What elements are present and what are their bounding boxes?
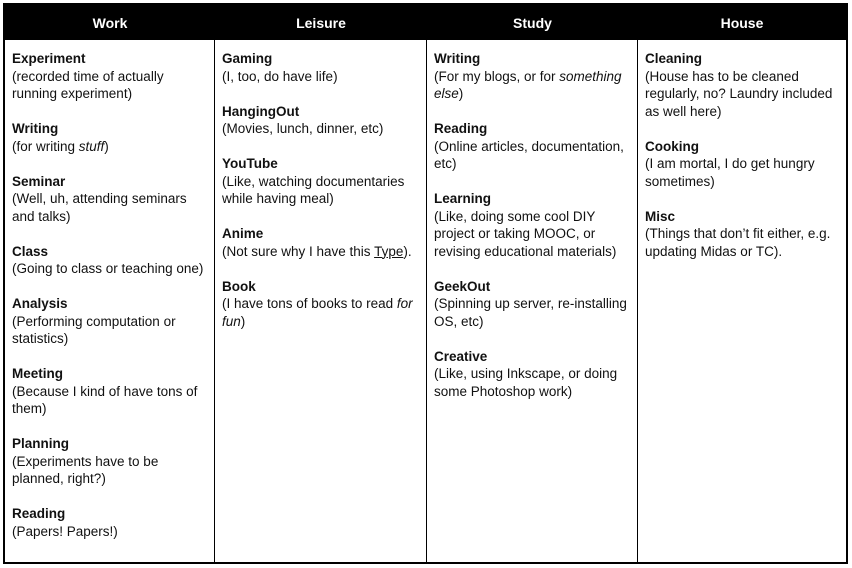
entry-description — [12, 523, 208, 541]
entry-title: Gaming — [222, 51, 273, 66]
description-segment: (Going to class or teaching one) — [12, 261, 204, 276]
entry-title: Creative — [434, 348, 488, 364]
entry-description — [12, 68, 208, 103]
entry-description — [222, 295, 420, 330]
description-segment: stuff — [78, 138, 105, 154]
type-entry — [222, 50, 420, 85]
type-entry — [645, 208, 840, 261]
entry-title: GeekOut — [434, 278, 491, 294]
entry-description — [645, 225, 840, 260]
entry-description — [434, 208, 631, 261]
entry-description — [12, 138, 208, 156]
type-entry — [645, 50, 840, 120]
description-segment: (Spinning up server, re-installing OS, etc) — [434, 296, 627, 329]
type-entry — [434, 348, 631, 401]
entry-title: YouTube — [222, 156, 278, 171]
description-segment: ) — [104, 138, 109, 154]
entry-description — [434, 295, 631, 330]
entry-title: Anime — [222, 226, 264, 241]
description-segment: (Experiments have to be planned, right?) — [12, 453, 159, 486]
description-segment: (Things that don’t fit either, e.g. updating Midas or TC). — [645, 226, 831, 259]
description-segment: ) — [240, 313, 246, 329]
type-entry — [12, 505, 208, 540]
entry-title: Experiment — [12, 51, 86, 66]
entry-title: Seminar — [12, 173, 66, 189]
type-entry — [434, 278, 631, 331]
type-entry — [222, 103, 420, 138]
description-segment: (Papers! Papers!) — [12, 523, 118, 539]
type-entry — [434, 50, 631, 103]
entry-title: Book — [222, 278, 256, 294]
entry-title: Meeting — [12, 366, 64, 381]
type-entry — [434, 120, 631, 173]
description-segment: (I am mortal, I do get hungry sometimes) — [645, 156, 815, 189]
type-entry — [222, 225, 420, 260]
entry-description — [12, 383, 208, 418]
type-entry — [222, 155, 420, 208]
description-segment: (Like, doing some cool DIY project or taking MOOC, or revising educational materials) — [434, 208, 617, 259]
entry-title: Learning — [434, 191, 492, 206]
type-entry — [12, 50, 208, 103]
entry-description — [645, 155, 840, 190]
entry-description — [645, 68, 840, 121]
entry-title: Writing — [12, 121, 59, 136]
column-work — [5, 40, 215, 562]
type-entry — [645, 138, 840, 191]
type-entry — [12, 243, 208, 278]
description-segment: ) — [458, 86, 464, 101]
description-segment: (House has to be cleaned regularly, no? Laundry included as well here) — [645, 68, 833, 119]
entry-title: Cooking — [645, 138, 699, 154]
description-segment: ). — [403, 243, 412, 259]
column-leisure — [215, 40, 427, 562]
entry-title: Cleaning — [645, 51, 703, 66]
entry-title: HangingOut — [222, 103, 300, 119]
header-study: Study — [427, 5, 638, 40]
entry-title: Reading — [12, 506, 66, 521]
description-segment: something else — [434, 68, 622, 101]
description-segment: (Because I kind of have tons of them) — [12, 383, 198, 416]
entry-title: Class — [12, 243, 49, 259]
column-study — [427, 40, 638, 562]
entry-description — [12, 190, 208, 225]
type-entry — [12, 120, 208, 155]
type-entry — [12, 435, 208, 488]
description-segment: (for writing — [12, 138, 79, 154]
entry-description — [222, 120, 420, 138]
type-entry — [434, 190, 631, 260]
header-house: House — [638, 5, 846, 40]
entry-description — [12, 313, 208, 348]
description-segment: (Online articles, documentation, etc) — [434, 138, 624, 171]
type-entry — [12, 295, 208, 348]
type-entry — [222, 278, 420, 331]
description-segment: (For my blogs, or for — [434, 68, 560, 84]
entry-title: Misc — [645, 208, 676, 224]
entry-description — [222, 173, 420, 208]
type-table — [3, 3, 848, 564]
description-segment: (Movies, lunch, dinner, etc) — [222, 121, 384, 136]
column-house — [638, 40, 846, 562]
description-segment: for fun — [222, 296, 413, 329]
type-entry — [12, 365, 208, 418]
description-segment: (I, too, do have life) — [222, 68, 338, 84]
type-entry — [12, 173, 208, 226]
header-leisure: Leisure — [215, 5, 427, 40]
description-segment: Type — [374, 243, 404, 259]
entry-description — [434, 365, 631, 400]
description-segment: (Like, using Inkscape, or doing some Photoshop work) — [434, 366, 618, 399]
entry-description — [434, 138, 631, 173]
entry-description — [222, 68, 420, 86]
description-segment: (I have tons of books to read — [222, 296, 397, 311]
entry-description — [12, 453, 208, 488]
entry-description — [434, 68, 631, 103]
entry-title: Reading — [434, 121, 488, 136]
description-segment: (Well, uh, attending seminars and talks) — [12, 191, 187, 224]
entry-description — [222, 243, 420, 261]
entry-title: Analysis — [12, 296, 68, 311]
entry-title: Planning — [12, 436, 69, 451]
description-segment: (Not sure why I have this — [222, 243, 375, 259]
description-segment: (recorded time of actually running experiment) — [12, 68, 164, 101]
description-segment: (Performing computation or statistics) — [12, 313, 176, 346]
entry-title: Writing — [434, 51, 481, 66]
entry-description — [12, 260, 208, 278]
header-work: Work — [5, 5, 215, 40]
description-segment: (Like, watching documentaries while having meal) — [222, 173, 405, 206]
